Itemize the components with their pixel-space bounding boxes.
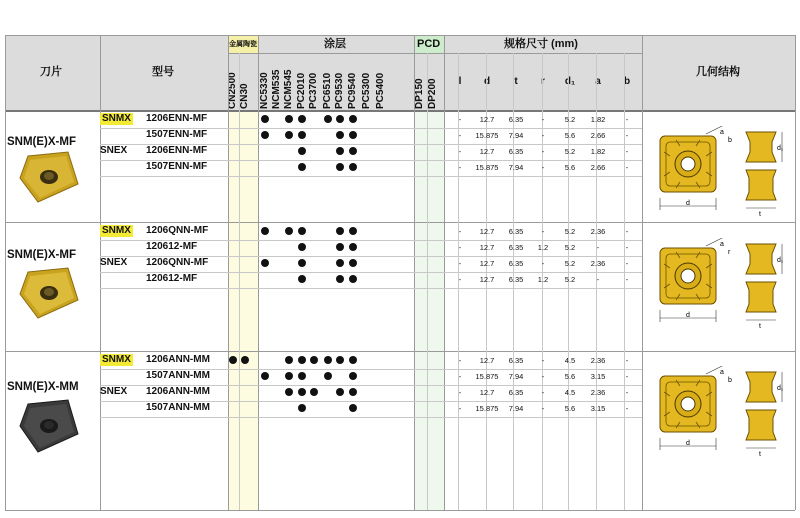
dim-value: - xyxy=(458,404,462,413)
availability-dot xyxy=(261,227,269,235)
availability-dot xyxy=(298,147,306,155)
rule-subheader-dims xyxy=(444,53,642,54)
dim-value: - xyxy=(625,115,629,124)
model-code: 1206ANN-MM xyxy=(146,354,210,365)
availability-dot xyxy=(324,356,332,364)
label-d: d xyxy=(686,312,690,319)
model-prefix: SNMX xyxy=(102,354,131,365)
dim-value: 6.35 xyxy=(508,227,524,236)
availability-dot xyxy=(349,388,357,396)
model-prefix: SNEX xyxy=(100,145,128,156)
dim-value: - xyxy=(458,131,462,140)
dim-value: 15.875 xyxy=(475,131,499,140)
dim-value: 2.36 xyxy=(590,259,606,268)
availability-dot xyxy=(298,404,306,412)
dim-value: - xyxy=(541,372,545,381)
dim-value: 12.7 xyxy=(479,388,495,397)
dim-value: - xyxy=(596,275,600,284)
model-code: 1507ENN-MF xyxy=(146,129,208,140)
dim-value: 3.15 xyxy=(590,372,606,381)
dim-value: 5.2 xyxy=(564,147,576,156)
dim-value: 2.36 xyxy=(590,227,606,236)
header-coating: 涂层 xyxy=(324,38,346,50)
grade-header: DP200 xyxy=(427,78,438,109)
availability-dot xyxy=(349,259,357,267)
dim-value: - xyxy=(458,147,462,156)
availability-dot xyxy=(298,275,306,283)
header-geometry: 几何结构 xyxy=(696,66,740,78)
dim-value: 6.35 xyxy=(508,388,524,397)
header-bg-left xyxy=(5,35,228,110)
dim-value: - xyxy=(596,243,600,252)
rule-subheader xyxy=(228,53,444,54)
dim-value: 5.6 xyxy=(564,372,576,381)
availability-dot xyxy=(336,388,344,396)
vline-right xyxy=(795,35,796,510)
availability-dot xyxy=(285,388,293,396)
availability-dot xyxy=(261,131,269,139)
dim-value: - xyxy=(458,356,462,365)
rule-group-2 xyxy=(5,351,795,352)
dim-value: 12.7 xyxy=(479,356,495,365)
row-line xyxy=(100,176,642,177)
cermet-col-line xyxy=(239,53,240,510)
availability-dot xyxy=(349,227,357,235)
dim-value: 15.875 xyxy=(475,163,499,172)
grade-header: NCM545 xyxy=(283,69,294,109)
dim-value: 6.35 xyxy=(508,275,524,284)
dim-value: - xyxy=(458,227,462,236)
rule-group-1 xyxy=(5,222,795,223)
dim-value: 5.6 xyxy=(564,404,576,413)
group-2-name: SNM(E)X-MF xyxy=(7,249,76,261)
pcd-col-line xyxy=(427,53,428,510)
row-line xyxy=(100,288,642,289)
availability-dot xyxy=(349,147,357,155)
model-code: 120612-MF xyxy=(146,273,198,284)
availability-dot xyxy=(229,356,237,364)
dim-value: - xyxy=(541,131,545,140)
model-code: 1206QNN-MF xyxy=(146,225,209,236)
dim-value: 5.2 xyxy=(564,227,576,236)
dim-value: - xyxy=(541,259,545,268)
grade-header: CN2500 xyxy=(227,72,238,109)
dim-value: - xyxy=(625,131,629,140)
dim-value: 12.7 xyxy=(479,275,495,284)
dim-header: d xyxy=(483,76,491,87)
availability-dot xyxy=(241,356,249,364)
group-3-name: SNM(E)X-MM xyxy=(7,381,79,393)
dim-value: - xyxy=(625,372,629,381)
dim-value: - xyxy=(541,147,545,156)
dim-value: 6.35 xyxy=(508,356,524,365)
dim-value: - xyxy=(541,227,545,236)
label-a: a xyxy=(720,369,724,376)
availability-dot xyxy=(336,243,344,251)
availability-dot xyxy=(336,275,344,283)
dim-value: 7.94 xyxy=(508,131,524,140)
availability-dot xyxy=(285,115,293,123)
dim-value: - xyxy=(625,356,629,365)
insert-photo-1 xyxy=(18,150,80,206)
availability-dot xyxy=(349,275,357,283)
dim-value: 5.2 xyxy=(564,243,576,252)
label-d: d xyxy=(686,440,690,447)
label-t: t xyxy=(759,451,761,458)
availability-dot xyxy=(324,115,332,123)
dim-value: - xyxy=(625,163,629,172)
label-a: a xyxy=(720,241,724,248)
model-code: 1507ANN-MM xyxy=(146,402,210,413)
geometry-diagram xyxy=(650,126,790,218)
dim-value: 12.7 xyxy=(479,147,495,156)
dim-value: - xyxy=(458,115,462,124)
model-code: 1206QNN-MF xyxy=(146,257,209,268)
label-t: t xyxy=(759,323,761,330)
availability-dot xyxy=(298,388,306,396)
group-1-name: SNM(E)X-MF xyxy=(7,136,76,148)
model-prefix: SNEX xyxy=(100,257,128,268)
dim-value: 12.7 xyxy=(479,227,495,236)
dim-header: l xyxy=(458,76,462,87)
availability-dot xyxy=(298,227,306,235)
dim-value: 5.6 xyxy=(564,131,576,140)
availability-dot xyxy=(349,163,357,171)
dim-value: 1.82 xyxy=(590,147,606,156)
geometry-diagram xyxy=(650,366,790,458)
availability-dot xyxy=(298,372,306,380)
dim-value: 1.2 xyxy=(537,243,549,252)
insert-photo-2 xyxy=(18,266,80,322)
grade-header: PC9540 xyxy=(347,72,358,109)
availability-dot xyxy=(336,131,344,139)
dim-value: - xyxy=(458,372,462,381)
dim-value: 12.7 xyxy=(479,243,495,252)
model-code: 1206ENN-MF xyxy=(146,113,208,124)
dim-value: 5.2 xyxy=(564,259,576,268)
availability-dot xyxy=(298,243,306,251)
availability-dot xyxy=(298,131,306,139)
label-t: t xyxy=(759,211,761,218)
dim-value: - xyxy=(458,163,462,172)
dim-value: - xyxy=(541,388,545,397)
availability-dot xyxy=(298,115,306,123)
dim-value: 15.875 xyxy=(475,372,499,381)
dim-value: - xyxy=(541,404,545,413)
dim-value: 1.2 xyxy=(537,275,549,284)
insert-photo-3 xyxy=(18,398,80,456)
dim-value: 2.66 xyxy=(590,131,606,140)
dim-value: - xyxy=(625,259,629,268)
dim-value: 4.5 xyxy=(564,388,576,397)
vline-left xyxy=(5,35,6,510)
dim-value: 7.94 xyxy=(508,372,524,381)
geometry-diagram xyxy=(650,238,790,330)
label-b: r xyxy=(728,249,731,256)
header-dims: 规格尺寸 (mm) xyxy=(504,38,578,50)
availability-dot xyxy=(336,227,344,235)
dim-value: - xyxy=(541,163,545,172)
availability-dot xyxy=(349,404,357,412)
dim-value: 7.94 xyxy=(508,163,524,172)
grade-header: NC5330 xyxy=(259,72,270,109)
dim-value: 2.36 xyxy=(590,388,606,397)
pcd-column-tint xyxy=(414,110,444,510)
availability-dot xyxy=(310,388,318,396)
header-blade: 刀片 xyxy=(40,66,62,78)
dim-value: - xyxy=(458,259,462,268)
label-d1: d₁ xyxy=(777,385,784,392)
dim-value: 5.2 xyxy=(564,115,576,124)
grade-header: NCM535 xyxy=(271,69,282,109)
rule-top xyxy=(5,35,795,36)
dim-header: a xyxy=(595,76,601,87)
dim-value: 2.36 xyxy=(590,356,606,365)
label-d1: d₁ xyxy=(777,145,784,152)
model-code: 1507ENN-MF xyxy=(146,161,208,172)
availability-dot xyxy=(285,356,293,364)
model-code: 120612-MF xyxy=(146,241,198,252)
dim-value: 2.66 xyxy=(590,163,606,172)
availability-dot xyxy=(261,372,269,380)
dim-header: r xyxy=(541,76,545,87)
grade-header: PC3700 xyxy=(308,72,319,109)
availability-dot xyxy=(310,356,318,364)
model-prefix: SNMX xyxy=(102,113,131,124)
header-cermet: 金属陶瓷 xyxy=(229,41,257,48)
grade-header: PC6510 xyxy=(322,72,333,109)
dim-value: - xyxy=(458,388,462,397)
availability-dot xyxy=(349,356,357,364)
availability-dot xyxy=(349,131,357,139)
dim-value: - xyxy=(625,388,629,397)
dim-value: 12.7 xyxy=(479,259,495,268)
dim-value: 6.35 xyxy=(508,115,524,124)
label-b: b xyxy=(728,137,732,144)
dim-value: 5.6 xyxy=(564,163,576,172)
dim-value: - xyxy=(625,147,629,156)
dim-value: 6.35 xyxy=(508,243,524,252)
dim-value: 3.15 xyxy=(590,404,606,413)
dim-value: - xyxy=(625,227,629,236)
header-model: 型号 xyxy=(152,66,174,78)
grade-header: PC5400 xyxy=(375,72,386,109)
availability-dot xyxy=(349,243,357,251)
cermet-column-tint xyxy=(228,110,258,510)
dim-value: - xyxy=(541,356,545,365)
rule-bottom xyxy=(5,510,795,511)
grade-header: CN30 xyxy=(239,83,250,109)
dim-header: t xyxy=(514,76,518,87)
model-code: 1507ANN-MM xyxy=(146,370,210,381)
availability-dot xyxy=(349,372,357,380)
availability-dot xyxy=(298,163,306,171)
model-prefix: SNMX xyxy=(102,225,131,236)
availability-dot xyxy=(285,372,293,380)
label-b: b xyxy=(728,377,732,384)
grade-header: PC9530 xyxy=(334,72,345,109)
availability-dot xyxy=(285,131,293,139)
dim-value: - xyxy=(458,275,462,284)
row-line xyxy=(100,417,642,418)
availability-dot xyxy=(336,115,344,123)
availability-dot xyxy=(349,115,357,123)
model-code: 1206ANN-MM xyxy=(146,386,210,397)
grade-header: PC5300 xyxy=(361,72,372,109)
dim-value: 6.35 xyxy=(508,147,524,156)
header-pcd: PCD xyxy=(417,38,441,50)
label-a: a xyxy=(720,129,724,136)
availability-dot xyxy=(261,115,269,123)
dim-value: 6.35 xyxy=(508,259,524,268)
rule-header-bottom xyxy=(5,110,795,112)
dim-value: 1.82 xyxy=(590,115,606,124)
availability-dot xyxy=(298,356,306,364)
dim-value: 12.7 xyxy=(479,115,495,124)
model-code: 1206ENN-MF xyxy=(146,145,208,156)
dim-value: - xyxy=(458,243,462,252)
vline-dims xyxy=(642,35,643,510)
dim-value: 7.94 xyxy=(508,404,524,413)
availability-dot xyxy=(336,147,344,155)
availability-dot xyxy=(298,259,306,267)
grade-header: DP150 xyxy=(414,78,425,109)
availability-dot xyxy=(261,259,269,267)
dim-value: - xyxy=(625,243,629,252)
dim-value: - xyxy=(625,404,629,413)
grade-header: PC2010 xyxy=(296,72,307,109)
dim-header: b xyxy=(623,76,631,87)
dim-value: - xyxy=(625,275,629,284)
label-d1: d₁ xyxy=(777,257,784,264)
dim-value: 4.5 xyxy=(564,356,576,365)
availability-dot xyxy=(336,163,344,171)
availability-dot xyxy=(285,227,293,235)
dim-value: 15.875 xyxy=(475,404,499,413)
dim-value: - xyxy=(541,115,545,124)
availability-dot xyxy=(324,372,332,380)
dim-header: d₁ xyxy=(564,76,576,87)
availability-dot xyxy=(336,259,344,267)
label-d: d xyxy=(686,200,690,207)
availability-dot xyxy=(336,356,344,364)
model-prefix: SNEX xyxy=(100,386,128,397)
dim-value: 5.2 xyxy=(564,275,576,284)
